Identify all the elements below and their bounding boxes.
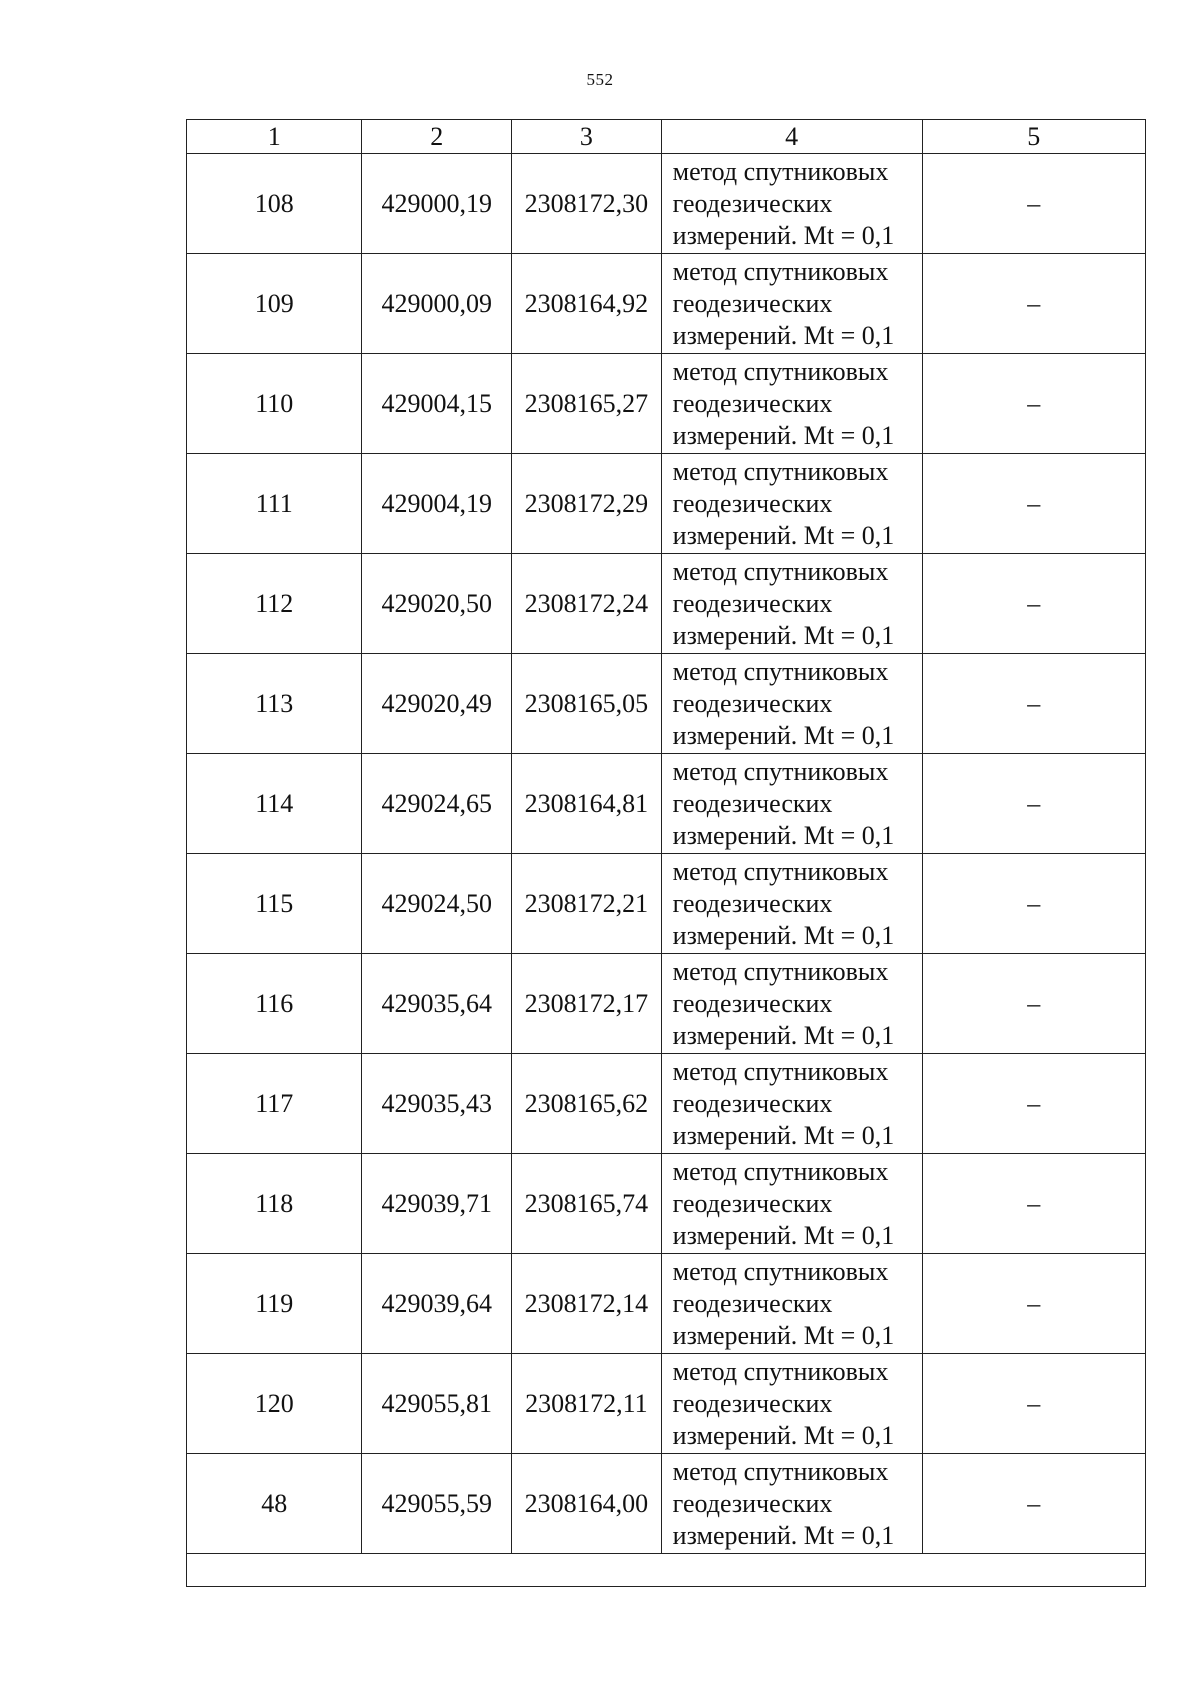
y-coordinate-cell: 2308172,21	[512, 854, 662, 954]
table-row	[187, 854, 1146, 954]
method-cell	[661, 454, 922, 554]
method-line: измерений. Mt = 0,1	[672, 220, 895, 250]
point-number-cell: 111	[187, 454, 362, 554]
column-header-1: 1	[187, 120, 362, 154]
method-cell	[661, 1154, 922, 1254]
method-line: геодезических	[672, 188, 833, 218]
x-coordinate-cell: 429024,50	[362, 854, 512, 954]
note-cell: –	[922, 1054, 1145, 1154]
method-line: измерений. Mt = 0,1	[672, 1220, 895, 1250]
note-cell: –	[922, 654, 1145, 754]
method-line: измерений. Mt = 0,1	[672, 820, 895, 850]
x-coordinate-cell: 429004,19	[362, 454, 512, 554]
method-line: измерений. Mt = 0,1	[672, 520, 895, 550]
note-cell: –	[922, 554, 1145, 654]
coordinates-table-container	[186, 119, 1146, 1587]
coordinates-table	[186, 119, 1146, 1587]
note-cell: –	[922, 1454, 1145, 1554]
table-row	[187, 954, 1146, 1054]
point-number-cell: 116	[187, 954, 362, 1054]
point-number-cell: 48	[187, 1454, 362, 1554]
y-coordinate-cell: 2308172,24	[512, 554, 662, 654]
method-line: метод спутниковых	[672, 856, 889, 886]
method-line: измерений. Mt = 0,1	[672, 720, 895, 750]
table-row	[187, 454, 1146, 554]
x-coordinate-cell: 429055,81	[362, 1354, 512, 1454]
method-line: геодезических	[672, 1388, 833, 1418]
x-coordinate-cell: 429039,64	[362, 1254, 512, 1354]
method-cell	[661, 1354, 922, 1454]
y-coordinate-cell: 2308165,27	[512, 354, 662, 454]
method-line: метод спутниковых	[672, 256, 889, 286]
method-line: метод спутниковых	[672, 156, 889, 186]
method-line: измерений. Mt = 0,1	[672, 1020, 895, 1050]
method-cell	[661, 354, 922, 454]
note-cell: –	[922, 154, 1145, 254]
note-cell: –	[922, 854, 1145, 954]
table-row	[187, 654, 1146, 754]
method-cell	[661, 254, 922, 354]
y-coordinate-cell: 2308165,62	[512, 1054, 662, 1154]
point-number-cell: 112	[187, 554, 362, 654]
method-line: метод спутниковых	[672, 1056, 889, 1086]
note-cell: –	[922, 754, 1145, 854]
table-row	[187, 1454, 1146, 1554]
note-cell: –	[922, 454, 1145, 554]
table-header-row	[187, 120, 1146, 154]
method-cell	[661, 1054, 922, 1154]
column-header-2: 2	[362, 120, 512, 154]
x-coordinate-cell: 429035,64	[362, 954, 512, 1054]
method-cell	[661, 854, 922, 954]
x-coordinate-cell: 429039,71	[362, 1154, 512, 1254]
method-line: измерений. Mt = 0,1	[672, 320, 895, 350]
point-number-cell: 114	[187, 754, 362, 854]
method-line: метод спутниковых	[672, 956, 889, 986]
method-line: геодезических	[672, 888, 833, 918]
y-coordinate-cell: 2308172,17	[512, 954, 662, 1054]
point-number-cell: 115	[187, 854, 362, 954]
x-coordinate-cell: 429020,49	[362, 654, 512, 754]
method-line: измерений. Mt = 0,1	[672, 1520, 895, 1550]
table-row	[187, 1054, 1146, 1154]
method-line: геодезических	[672, 588, 833, 618]
method-line: метод спутниковых	[672, 356, 889, 386]
x-coordinate-cell: 429020,50	[362, 554, 512, 654]
y-coordinate-cell: 2308165,74	[512, 1154, 662, 1254]
table-row	[187, 554, 1146, 654]
table-row	[187, 154, 1146, 254]
method-line: метод спутниковых	[672, 656, 889, 686]
note-cell: –	[922, 1154, 1145, 1254]
table-row	[187, 754, 1146, 854]
method-line: измерений. Mt = 0,1	[672, 1120, 895, 1150]
method-line: геодезических	[672, 1088, 833, 1118]
method-line: геодезических	[672, 388, 833, 418]
point-number-cell: 118	[187, 1154, 362, 1254]
method-line: метод спутниковых	[672, 1256, 889, 1286]
note-cell: –	[922, 954, 1145, 1054]
method-line: геодезических	[672, 688, 833, 718]
method-line: геодезических	[672, 788, 833, 818]
method-line: метод спутниковых	[672, 1356, 889, 1386]
empty-footer-row	[187, 1554, 1146, 1587]
point-number-cell: 119	[187, 1254, 362, 1354]
note-cell: –	[922, 1254, 1145, 1354]
x-coordinate-cell: 429035,43	[362, 1054, 512, 1154]
y-coordinate-cell: 2308172,14	[512, 1254, 662, 1354]
method-cell	[661, 154, 922, 254]
table-row	[187, 1154, 1146, 1254]
x-coordinate-cell: 429004,15	[362, 354, 512, 454]
column-header-4: 4	[661, 120, 922, 154]
method-line: геодезических	[672, 288, 833, 318]
page-number: 552	[586, 70, 614, 89]
y-coordinate-cell: 2308165,05	[512, 654, 662, 754]
method-line: метод спутниковых	[672, 456, 889, 486]
method-line: метод спутниковых	[672, 556, 889, 586]
method-line: измерений. Mt = 0,1	[672, 620, 895, 650]
table-row	[187, 254, 1146, 354]
method-line: геодезических	[672, 488, 833, 518]
method-cell	[661, 954, 922, 1054]
method-line: метод спутниковых	[672, 756, 889, 786]
table-row	[187, 1254, 1146, 1354]
table-body	[187, 154, 1146, 1587]
note-cell: –	[922, 354, 1145, 454]
note-cell: –	[922, 1354, 1145, 1454]
column-header-3: 3	[512, 120, 662, 154]
x-coordinate-cell: 429000,19	[362, 154, 512, 254]
x-coordinate-cell: 429000,09	[362, 254, 512, 354]
method-line: геодезических	[672, 1288, 833, 1318]
column-header-5: 5	[922, 120, 1145, 154]
point-number-cell: 109	[187, 254, 362, 354]
method-cell	[661, 1454, 922, 1554]
note-cell: –	[922, 254, 1145, 354]
point-number-cell: 120	[187, 1354, 362, 1454]
x-coordinate-cell: 429024,65	[362, 754, 512, 854]
point-number-cell: 110	[187, 354, 362, 454]
table-row	[187, 354, 1146, 454]
x-coordinate-cell: 429055,59	[362, 1454, 512, 1554]
method-cell	[661, 654, 922, 754]
method-line: геодезических	[672, 1488, 833, 1518]
empty-footer-cell	[187, 1554, 1146, 1587]
method-cell	[661, 754, 922, 854]
method-line: измерений. Mt = 0,1	[672, 920, 895, 950]
method-cell	[661, 554, 922, 654]
point-number-cell: 113	[187, 654, 362, 754]
method-cell	[661, 1254, 922, 1354]
table-row	[187, 1354, 1146, 1454]
y-coordinate-cell: 2308172,30	[512, 154, 662, 254]
y-coordinate-cell: 2308172,29	[512, 454, 662, 554]
y-coordinate-cell: 2308172,11	[512, 1354, 662, 1454]
method-line: измерений. Mt = 0,1	[672, 1320, 895, 1350]
method-line: геодезических	[672, 1188, 833, 1218]
method-line: измерений. Mt = 0,1	[672, 1420, 895, 1450]
y-coordinate-cell: 2308164,92	[512, 254, 662, 354]
method-line: геодезических	[672, 988, 833, 1018]
method-line: метод спутниковых	[672, 1456, 889, 1486]
method-line: метод спутниковых	[672, 1156, 889, 1186]
method-line: измерений. Mt = 0,1	[672, 420, 895, 450]
y-coordinate-cell: 2308164,81	[512, 754, 662, 854]
point-number-cell: 117	[187, 1054, 362, 1154]
y-coordinate-cell: 2308164,00	[512, 1454, 662, 1554]
point-number-cell: 108	[187, 154, 362, 254]
